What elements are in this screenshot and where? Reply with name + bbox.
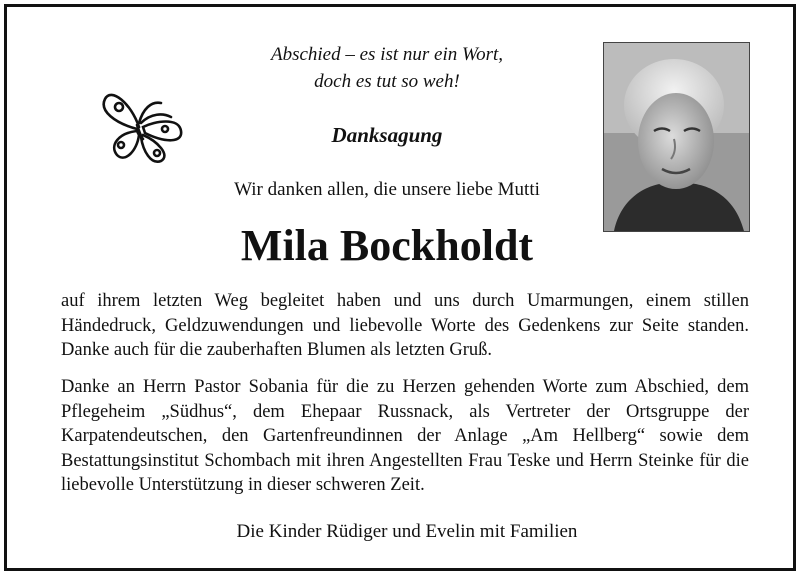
obituary-card	[4, 4, 796, 571]
deceased-name: Mila Bockholdt	[240, 221, 534, 270]
motto-line-1: Abschied – es ist nur ein Wort,	[270, 44, 504, 65]
intro-line: Wir danken allen, die unsere liebe Mutti	[234, 179, 540, 200]
portrait-photo	[603, 42, 750, 232]
heading: Danksagung	[331, 123, 443, 147]
thanks-paragraph-1: auf ihrem letzten Weg begleitet haben und uns durch Umarmungen, einem stillen Händedruck, Geldzuwendungen und liebevolle Worte des Gedenkens zur Seite standen. Danke auch für die zauberhaften Blumen als letzten Gruß.	[61, 291, 749, 360]
motto	[187, 41, 587, 95]
motto-line-2: doch es tut so weh!	[314, 71, 460, 92]
thanks-paragraph-2: Danke an Herrn Pastor Sobania für die zu Herzen gehenden Worte zum Abschied, dem Pflegeheim „Südhus“, dem Ehepaar Russnack, als Vertreter der Ortsgruppe der Karpatendeutschen, den Gartenfreundinnen der Anlage „Am Hellberg“ sowie dem Bestattungsinstitut Schombach mit ihren Angestellten Frau Teske und Herrn Steinke für die liebevolle Unterstützung in dieser schweren Zeit.	[61, 377, 749, 495]
butterfly-icon	[99, 83, 185, 165]
signature-line: Die Kinder Rüdiger und Evelin mit Familien	[236, 521, 578, 542]
